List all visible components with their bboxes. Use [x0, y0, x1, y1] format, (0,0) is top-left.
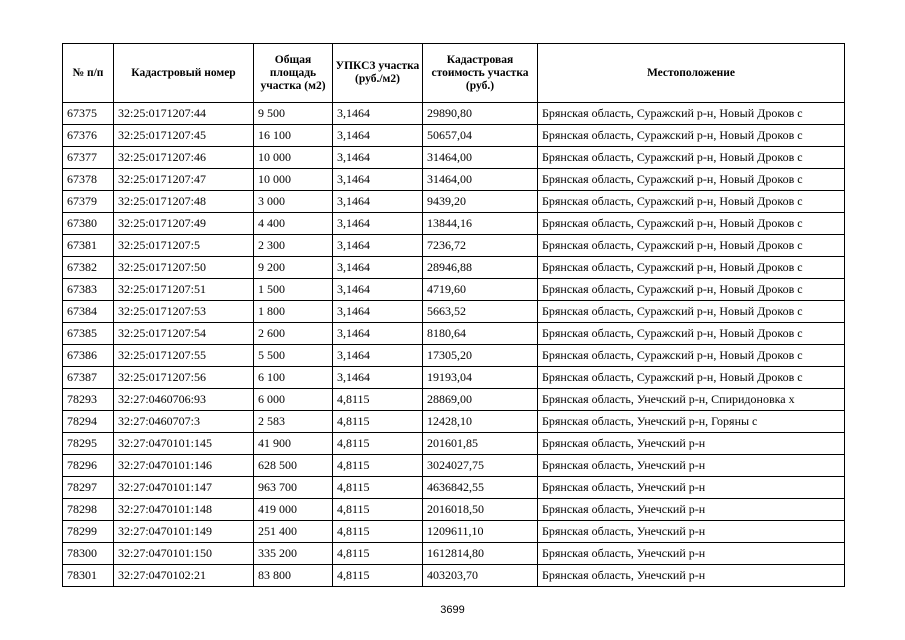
cell-area: 628 500	[254, 455, 333, 477]
cell-num: 67376	[63, 125, 114, 147]
cell-area: 16 100	[254, 125, 333, 147]
cell-cadastral-number: 32:25:0171207:54	[114, 323, 254, 345]
cell-location: Брянская область, Унечский р-н	[538, 477, 845, 499]
cell-cadastral-cost: 12428,10	[423, 411, 538, 433]
cell-area: 4 400	[254, 213, 333, 235]
cell-area: 251 400	[254, 521, 333, 543]
cell-area: 6 000	[254, 389, 333, 411]
cell-cadastral-cost: 2016018,50	[423, 499, 538, 521]
cell-location: Брянская область, Унечский р-н, Спиридоновка х	[538, 389, 845, 411]
cell-cadastral-cost: 29890,80	[423, 103, 538, 125]
cell-num: 78301	[63, 565, 114, 587]
cell-num: 67383	[63, 279, 114, 301]
header-location: Местоположение	[538, 44, 845, 103]
header-upksz: УПКСЗ участка (руб./м2)	[333, 44, 423, 103]
cell-num: 67387	[63, 367, 114, 389]
cell-cadastral-number: 32:27:0470102:21	[114, 565, 254, 587]
table-row	[63, 367, 845, 389]
cell-cadastral-cost: 3024027,75	[423, 455, 538, 477]
cell-num: 78297	[63, 477, 114, 499]
cell-location: Брянская область, Унечский р-н	[538, 521, 845, 543]
cell-location: Брянская область, Суражский р-н, Новый Дроков с	[538, 103, 845, 125]
cell-area: 9 500	[254, 103, 333, 125]
cell-cadastral-cost: 50657,04	[423, 125, 538, 147]
cell-area: 6 100	[254, 367, 333, 389]
cell-cadastral-cost: 31464,00	[423, 147, 538, 169]
cell-upksz: 3,1464	[333, 367, 423, 389]
cell-cadastral-number: 32:25:0171207:51	[114, 279, 254, 301]
table-row	[63, 521, 845, 543]
cell-cadastral-number: 32:25:0171207:50	[114, 257, 254, 279]
cell-area: 9 200	[254, 257, 333, 279]
cell-area: 10 000	[254, 147, 333, 169]
cell-cadastral-cost: 403203,70	[423, 565, 538, 587]
cell-cadastral-cost: 1209611,10	[423, 521, 538, 543]
cell-area: 419 000	[254, 499, 333, 521]
cell-cadastral-number: 32:25:0171207:47	[114, 169, 254, 191]
cell-cadastral-number: 32:25:0171207:56	[114, 367, 254, 389]
cell-cadastral-number: 32:27:0460707:3	[114, 411, 254, 433]
cell-num: 78293	[63, 389, 114, 411]
cell-area: 335 200	[254, 543, 333, 565]
header-cadastral-number: Кадастровый номер	[114, 44, 254, 103]
cell-upksz: 3,1464	[333, 213, 423, 235]
cell-cadastral-number: 32:25:0171207:49	[114, 213, 254, 235]
table-row	[63, 125, 845, 147]
cell-location: Брянская область, Суражский р-н, Новый Дроков с	[538, 191, 845, 213]
header-area: Общая площадь участка (м2)	[254, 44, 333, 103]
cell-location: Брянская область, Унечский р-н	[538, 455, 845, 477]
cell-upksz: 4,8115	[333, 543, 423, 565]
cell-cadastral-cost: 4636842,55	[423, 477, 538, 499]
table-row	[63, 477, 845, 499]
cell-cadastral-number: 32:27:0470101:145	[114, 433, 254, 455]
table-row	[63, 147, 845, 169]
cell-upksz: 4,8115	[333, 433, 423, 455]
table-row	[63, 345, 845, 367]
cell-upksz: 4,8115	[333, 477, 423, 499]
cell-area: 1 500	[254, 279, 333, 301]
cell-upksz: 3,1464	[333, 301, 423, 323]
cell-upksz: 3,1464	[333, 323, 423, 345]
cell-location: Брянская область, Суражский р-н, Новый Дроков с	[538, 323, 845, 345]
cell-upksz: 3,1464	[333, 125, 423, 147]
cell-cadastral-cost: 28869,00	[423, 389, 538, 411]
cell-area: 2 600	[254, 323, 333, 345]
cell-cadastral-cost: 31464,00	[423, 169, 538, 191]
cell-num: 67377	[63, 147, 114, 169]
cell-location: Брянская область, Суражский р-н, Новый Дроков с	[538, 257, 845, 279]
cell-upksz: 4,8115	[333, 521, 423, 543]
cell-upksz: 3,1464	[333, 147, 423, 169]
cell-area: 2 300	[254, 235, 333, 257]
cell-area: 3 000	[254, 191, 333, 213]
cell-cadastral-number: 32:25:0171207:53	[114, 301, 254, 323]
cell-upksz: 4,8115	[333, 455, 423, 477]
cell-cadastral-number: 32:27:0470101:146	[114, 455, 254, 477]
table-row	[63, 389, 845, 411]
cell-cadastral-number: 32:25:0171207:46	[114, 147, 254, 169]
cell-cadastral-cost: 5663,52	[423, 301, 538, 323]
table-row	[63, 257, 845, 279]
cell-cadastral-number: 32:27:0470101:148	[114, 499, 254, 521]
cell-cadastral-cost: 201601,85	[423, 433, 538, 455]
table-row	[63, 213, 845, 235]
cell-cadastral-number: 32:25:0171207:5	[114, 235, 254, 257]
cell-cadastral-cost: 13844,16	[423, 213, 538, 235]
table-row	[63, 411, 845, 433]
cell-cadastral-cost: 8180,64	[423, 323, 538, 345]
cell-location: Брянская область, Суражский р-н, Новый Дроков с	[538, 235, 845, 257]
cell-location: Брянская область, Суражский р-н, Новый Дроков с	[538, 345, 845, 367]
cell-location: Брянская область, Унечский р-н	[538, 433, 845, 455]
cell-num: 67386	[63, 345, 114, 367]
cell-num: 67385	[63, 323, 114, 345]
cell-num: 78295	[63, 433, 114, 455]
cell-area: 963 700	[254, 477, 333, 499]
table-row	[63, 499, 845, 521]
cell-cadastral-cost: 1612814,80	[423, 543, 538, 565]
cell-area: 2 583	[254, 411, 333, 433]
cell-upksz: 3,1464	[333, 345, 423, 367]
cell-num: 67382	[63, 257, 114, 279]
cell-upksz: 3,1464	[333, 191, 423, 213]
cell-num: 78298	[63, 499, 114, 521]
table-row	[63, 565, 845, 587]
cell-num: 67384	[63, 301, 114, 323]
cell-area: 41 900	[254, 433, 333, 455]
cell-area: 5 500	[254, 345, 333, 367]
cell-upksz: 3,1464	[333, 103, 423, 125]
cell-location: Брянская область, Унечский р-н	[538, 543, 845, 565]
page-number: 3699	[440, 604, 465, 616]
table-row	[63, 543, 845, 565]
cell-cadastral-cost: 17305,20	[423, 345, 538, 367]
cell-cadastral-number: 32:25:0171207:48	[114, 191, 254, 213]
header-row	[63, 44, 845, 103]
cell-cadastral-number: 32:27:0460706:93	[114, 389, 254, 411]
cell-num: 67380	[63, 213, 114, 235]
cell-location: Брянская область, Унечский р-н	[538, 565, 845, 587]
cadastral-table	[62, 43, 845, 587]
cell-area: 83 800	[254, 565, 333, 587]
cell-cadastral-number: 32:27:0470101:149	[114, 521, 254, 543]
cell-cadastral-cost: 7236,72	[423, 235, 538, 257]
cell-num: 67381	[63, 235, 114, 257]
cell-location: Брянская область, Суражский р-н, Новый Дроков с	[538, 147, 845, 169]
table-row	[63, 455, 845, 477]
cell-num: 67378	[63, 169, 114, 191]
cell-location: Брянская область, Унечский р-н	[538, 499, 845, 521]
table-row	[63, 301, 845, 323]
cell-num: 78296	[63, 455, 114, 477]
cell-upksz: 3,1464	[333, 279, 423, 301]
table-row	[63, 235, 845, 257]
cell-cadastral-cost: 19193,04	[423, 367, 538, 389]
cell-upksz: 3,1464	[333, 169, 423, 191]
cell-area: 1 800	[254, 301, 333, 323]
cell-cadastral-number: 32:27:0470101:150	[114, 543, 254, 565]
table-header	[63, 44, 845, 103]
table-body	[63, 103, 845, 587]
cell-num: 67375	[63, 103, 114, 125]
cell-cadastral-cost: 4719,60	[423, 279, 538, 301]
table-row	[63, 433, 845, 455]
cell-location: Брянская область, Суражский р-н, Новый Дроков с	[538, 125, 845, 147]
table-row	[63, 279, 845, 301]
cell-cadastral-number: 32:25:0171207:55	[114, 345, 254, 367]
cell-num: 78299	[63, 521, 114, 543]
cell-location: Брянская область, Унечский р-н, Горяны с	[538, 411, 845, 433]
cell-area: 10 000	[254, 169, 333, 191]
cell-cadastral-cost: 28946,88	[423, 257, 538, 279]
table-row	[63, 191, 845, 213]
header-cadastral-cost: Кадастровая стоимость участка (руб.)	[423, 44, 538, 103]
cell-location: Брянская область, Суражский р-н, Новый Дроков с	[538, 367, 845, 389]
cell-num: 78300	[63, 543, 114, 565]
cell-cadastral-number: 32:25:0171207:44	[114, 103, 254, 125]
cell-location: Брянская область, Суражский р-н, Новый Дроков с	[538, 279, 845, 301]
table-row	[63, 169, 845, 191]
cell-cadastral-cost: 9439,20	[423, 191, 538, 213]
cell-num: 67379	[63, 191, 114, 213]
cell-location: Брянская область, Суражский р-н, Новый Дроков с	[538, 169, 845, 191]
table-row	[63, 103, 845, 125]
cell-num: 78294	[63, 411, 114, 433]
cell-location: Брянская область, Суражский р-н, Новый Дроков с	[538, 213, 845, 235]
cell-upksz: 3,1464	[333, 257, 423, 279]
cell-location: Брянская область, Суражский р-н, Новый Дроков с	[538, 301, 845, 323]
cell-upksz: 4,8115	[333, 499, 423, 521]
cell-upksz: 4,8115	[333, 411, 423, 433]
cell-cadastral-number: 32:27:0470101:147	[114, 477, 254, 499]
cell-upksz: 4,8115	[333, 565, 423, 587]
cell-upksz: 3,1464	[333, 235, 423, 257]
cell-cadastral-number: 32:25:0171207:45	[114, 125, 254, 147]
header-num: № п/п	[63, 44, 114, 103]
table-row	[63, 323, 845, 345]
cell-upksz: 4,8115	[333, 389, 423, 411]
